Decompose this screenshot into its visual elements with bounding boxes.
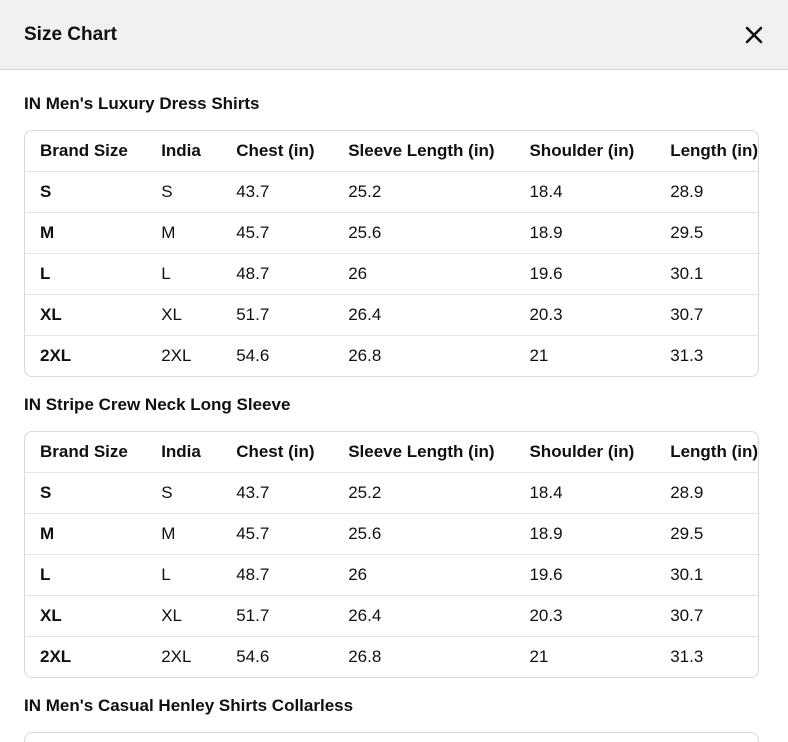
- table-cell: 45.7: [221, 213, 333, 254]
- size-table: [24, 431, 759, 678]
- table-cell: 31.3: [670, 647, 704, 666]
- modal-header: [0, 0, 788, 70]
- table-cell: 51.7: [221, 596, 333, 637]
- table-cell: 26.4: [333, 295, 514, 336]
- table-cell: 28.9: [655, 473, 758, 514]
- table-row: [25, 295, 758, 336]
- table-row: [25, 336, 758, 377]
- table-row: [25, 172, 758, 213]
- table-cell: 19.6: [514, 555, 655, 596]
- table-cell: 26.8: [348, 647, 382, 666]
- column-header: Shoulder (in): [514, 432, 655, 473]
- table-cell: 28.9: [655, 172, 758, 213]
- table-cell: S: [146, 473, 221, 514]
- table-cell: 25.6: [333, 514, 514, 555]
- column-header: India: [146, 131, 221, 172]
- table-row: [25, 213, 758, 254]
- table-cell: XL: [146, 596, 221, 637]
- table-cell: 18.9: [514, 514, 655, 555]
- table-cell: 2XL: [40, 647, 72, 666]
- table-row: [25, 514, 758, 555]
- column-header: India: [146, 432, 221, 473]
- table-cell: 2XL: [40, 346, 72, 365]
- table-header-row: [25, 432, 758, 473]
- column-header: Chest (in): [221, 432, 333, 473]
- table-cell: 18.4: [514, 172, 655, 213]
- size-table: [24, 732, 759, 742]
- column-header: Brand Size: [25, 432, 146, 473]
- table-cell: 30.1: [655, 254, 758, 295]
- table-cell: XL: [25, 295, 146, 336]
- column-header: Shoulder (in): [514, 131, 655, 172]
- table-cell: 26: [333, 555, 514, 596]
- table-cell: XL: [146, 295, 221, 336]
- table-cell: M: [25, 514, 146, 555]
- table-row: [25, 637, 758, 678]
- table-cell: L: [146, 555, 221, 596]
- table-cell: 30.7: [655, 295, 758, 336]
- table-row: [25, 473, 758, 514]
- table-cell: 18.9: [514, 213, 655, 254]
- table-cell: 20.3: [514, 295, 655, 336]
- column-header: Length (in): [655, 432, 758, 473]
- table-cell: M: [25, 213, 146, 254]
- table-cell: L: [25, 254, 146, 295]
- table-cell: 26.4: [333, 596, 514, 637]
- table-cell: 54.6: [236, 647, 270, 666]
- table-cell: 2XL: [161, 647, 192, 666]
- table-cell: S: [25, 473, 146, 514]
- table-cell: 48.7: [221, 254, 333, 295]
- column-header: Chest (in): [221, 131, 333, 172]
- table-cell: 26.8: [348, 346, 382, 365]
- table-cell: S: [25, 172, 146, 213]
- table-cell: L: [25, 555, 146, 596]
- table-cell: S: [146, 172, 221, 213]
- table-cell: 30.1: [655, 555, 758, 596]
- table-cell: 51.7: [221, 295, 333, 336]
- table-cell: 2XL: [161, 346, 192, 365]
- column-header: Sleeve Length (in): [333, 432, 514, 473]
- close-icon: [745, 26, 763, 44]
- table-cell: 29.5: [655, 213, 758, 254]
- table-cell: M: [146, 213, 221, 254]
- table-cell: 18.4: [514, 473, 655, 514]
- table-cell: XL: [25, 596, 146, 637]
- close-button[interactable]: [742, 23, 766, 47]
- column-header: Sleeve Length (in): [333, 131, 514, 172]
- table-cell: L: [146, 254, 221, 295]
- modal-title: Size Chart: [24, 23, 117, 45]
- table-cell: 25.2: [333, 172, 514, 213]
- table-cell: M: [146, 514, 221, 555]
- table-row: [25, 555, 758, 596]
- table-cell: 43.7: [221, 172, 333, 213]
- table-cell: 31.3: [670, 346, 704, 365]
- column-header: Brand Size: [25, 131, 146, 172]
- column-header: Length (in): [655, 131, 758, 172]
- section-title: IN Men's Luxury Dress Shirts: [24, 94, 260, 113]
- table-cell: 21: [529, 647, 549, 666]
- table-cell: 48.7: [221, 555, 333, 596]
- table-cell: 20.3: [514, 596, 655, 637]
- table-cell: 25.6: [333, 213, 514, 254]
- table-cell: 30.7: [655, 596, 758, 637]
- size-table: [24, 130, 759, 377]
- table-cell: 45.7: [221, 514, 333, 555]
- table-cell: 29.5: [655, 514, 758, 555]
- section-title: IN Stripe Crew Neck Long Sleeve: [24, 395, 291, 414]
- table-cell: 21: [529, 346, 549, 365]
- table-cell: 26: [333, 254, 514, 295]
- modal-body: [0, 93, 788, 742]
- table-header-row: [25, 131, 758, 172]
- section-title: IN Men's Casual Henley Shirts Collarless: [24, 696, 354, 715]
- table-row: [25, 254, 758, 295]
- table-cell: 43.7: [221, 473, 333, 514]
- table-cell: 25.2: [333, 473, 514, 514]
- table-cell: 19.6: [514, 254, 655, 295]
- table-row: [25, 596, 758, 637]
- table-cell: 54.6: [236, 346, 270, 365]
